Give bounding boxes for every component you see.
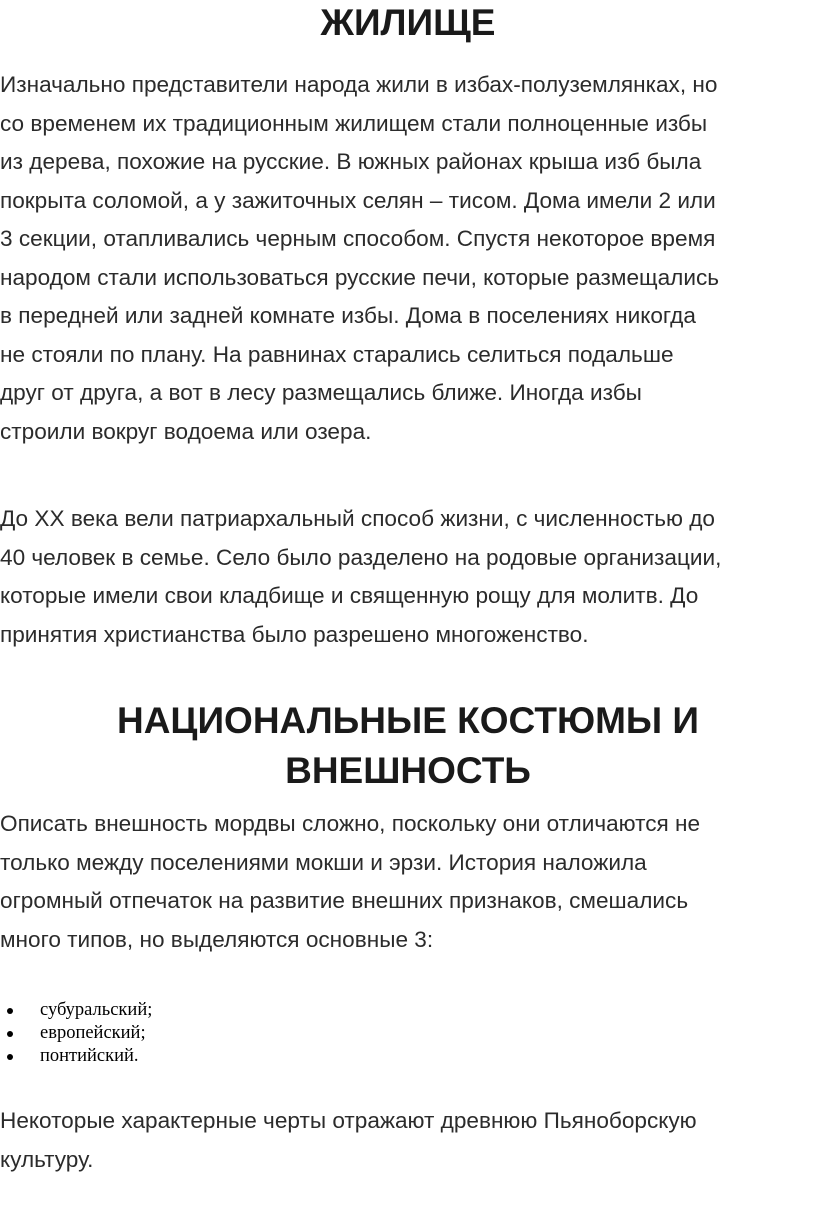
text-line: До XX века вели патриархальный способ жизни, с численностью до (0, 506, 715, 531)
title-line: ВНЕШНОСТЬ (285, 750, 531, 791)
title-line: НАЦИОНАЛЬНЫЕ КОСТЮМЫ И (116, 700, 700, 741)
list-item (0, 999, 152, 1022)
text-line: 3 секции, отапливались черным способом. Спустя некоторое время (0, 226, 716, 251)
bullet-icon (7, 1054, 13, 1060)
text-line: со временем их традиционным жилищем стали полноценные избы (0, 110, 708, 136)
text-line: Некоторые характерные черты отражают древнюю Пьяноборскую (0, 1108, 697, 1133)
text-line: культуру. (0, 1146, 94, 1172)
text-line: не стояли по плану. На равнинах старались селиться подальше (0, 341, 674, 367)
text-line: только между поселениями мокши и эрзи. История наложила (0, 849, 647, 875)
list-item-text: понтийский. (40, 1046, 139, 1066)
text-line: в передней или задней комнате избы. Дома в поселениях никогда (0, 303, 696, 328)
dwelling-paragraph-1 (0, 66, 816, 451)
text-line: много типов, но выделяются основные 3: (0, 926, 434, 952)
list-item (0, 1022, 152, 1045)
list-item-text: европейский; (40, 1023, 146, 1043)
text-line: 40 человек в семье. Село было разделено на родовые организации, (0, 544, 722, 570)
appearance-types-list (0, 999, 152, 1068)
text-line: принятия христианства было разрешено многоженство. (0, 621, 589, 647)
list-item-text: субуральский; (40, 1000, 153, 1020)
bullet-icon (7, 1008, 13, 1014)
appearance-paragraph-1 (0, 805, 816, 959)
section-title-costumes (0, 696, 816, 796)
text-line: Изначально представители народа жили в избах-полуземлянках, но (0, 72, 718, 97)
text-line: Описать внешность мордвы сложно, поскольку они отличаются не (0, 811, 701, 836)
text-line: огромный отпечаток на развитие внешних признаков, смешались (0, 888, 689, 913)
text-line: которые имели свои кладбище и священную рощу для молитв. До (0, 583, 699, 608)
list-item (0, 1045, 152, 1068)
text-line: строили вокруг водоема или озера. (0, 418, 372, 444)
dwelling-paragraph-2 (0, 500, 816, 654)
section-title-dwelling: ЖИЛИЩЕ (320, 2, 496, 43)
bullet-icon (7, 1031, 13, 1037)
text-line: народом стали использоваться русские печи, которые размещались (0, 264, 720, 290)
text-line: друг от друга, а вот в лесу размещались ближе. Иногда избы (0, 380, 642, 405)
text-line: из дерева, похожие на русские. В южных районах крыша изб была (0, 149, 702, 174)
appearance-paragraph-2 (0, 1102, 816, 1179)
text-line: покрыта соломой, а у зажиточных селян – тисом. Дома имели 2 или (0, 187, 716, 213)
